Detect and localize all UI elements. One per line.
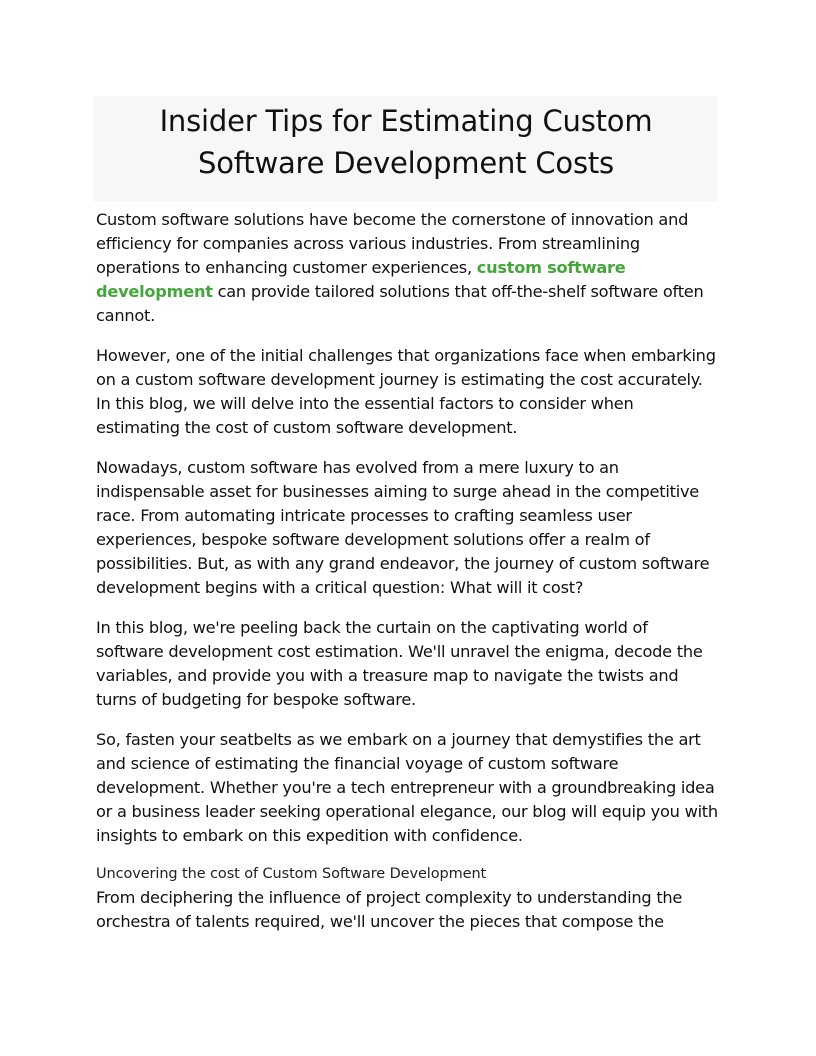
page-title: Insider Tips for Estimating Custom Software Development Costs bbox=[159, 104, 653, 180]
paragraph-section-intro: From deciphering the influence of project complexity to understanding the orchestra of talents required, we'll uncover the pieces that compose the bbox=[96, 888, 683, 931]
title-box bbox=[94, 96, 718, 202]
paragraph-nowadays: Nowadays, custom software has evolved from a mere luxury to an indispensable asset for businesses aiming to surge ahead in the competitive race. From automating intricate processes to crafting seamless user experiences, bespoke software development solutions offer a realm of possibilities. But, as with any grand endeavor, the journey of custom software development begins with a critical question: What will it cost? bbox=[96, 458, 710, 597]
paragraph-intro-text-before: Custom software solutions have become the cornerstone of innovation and efficiency for companies across various industries. From streamlining operations to enhancing customer experiences, bbox=[96, 210, 689, 277]
custom-software-development-link[interactable]: custom software development bbox=[96, 258, 626, 301]
section-heading: Uncovering the cost of Custom Software Development bbox=[96, 866, 487, 882]
paragraph-intro-text-after: can provide tailored solutions that off-the-shelf software often cannot. bbox=[96, 282, 704, 325]
article-body bbox=[96, 208, 720, 934]
paragraph-blog-overview: In this blog, we're peeling back the curtain on the captivating world of software development cost estimation. We'll unravel the enigma, decode the variables, and provide you with a treasure map to navigate the twists and turns of budgeting for bespoke software. bbox=[96, 618, 703, 709]
paragraph-seatbelts: So, fasten your seatbelts as we embark on a journey that demystifies the art and science of estimating the financial voyage of custom software development. Whether you're a tech entrepreneur with a groundbreaking idea or a business leader seeking operational elegance, our blog will equip you with insights to embark on this expedition with confidence. bbox=[96, 730, 718, 845]
paragraph-challenges: However, one of the initial challenges that organizations face when embarking on a custom software development journey is estimating the cost accurately. In this blog, we will delve into the essential factors to consider when estimating the cost of custom software development. bbox=[96, 346, 716, 437]
paragraph-intro bbox=[96, 208, 720, 328]
document-page bbox=[96, 96, 720, 950]
